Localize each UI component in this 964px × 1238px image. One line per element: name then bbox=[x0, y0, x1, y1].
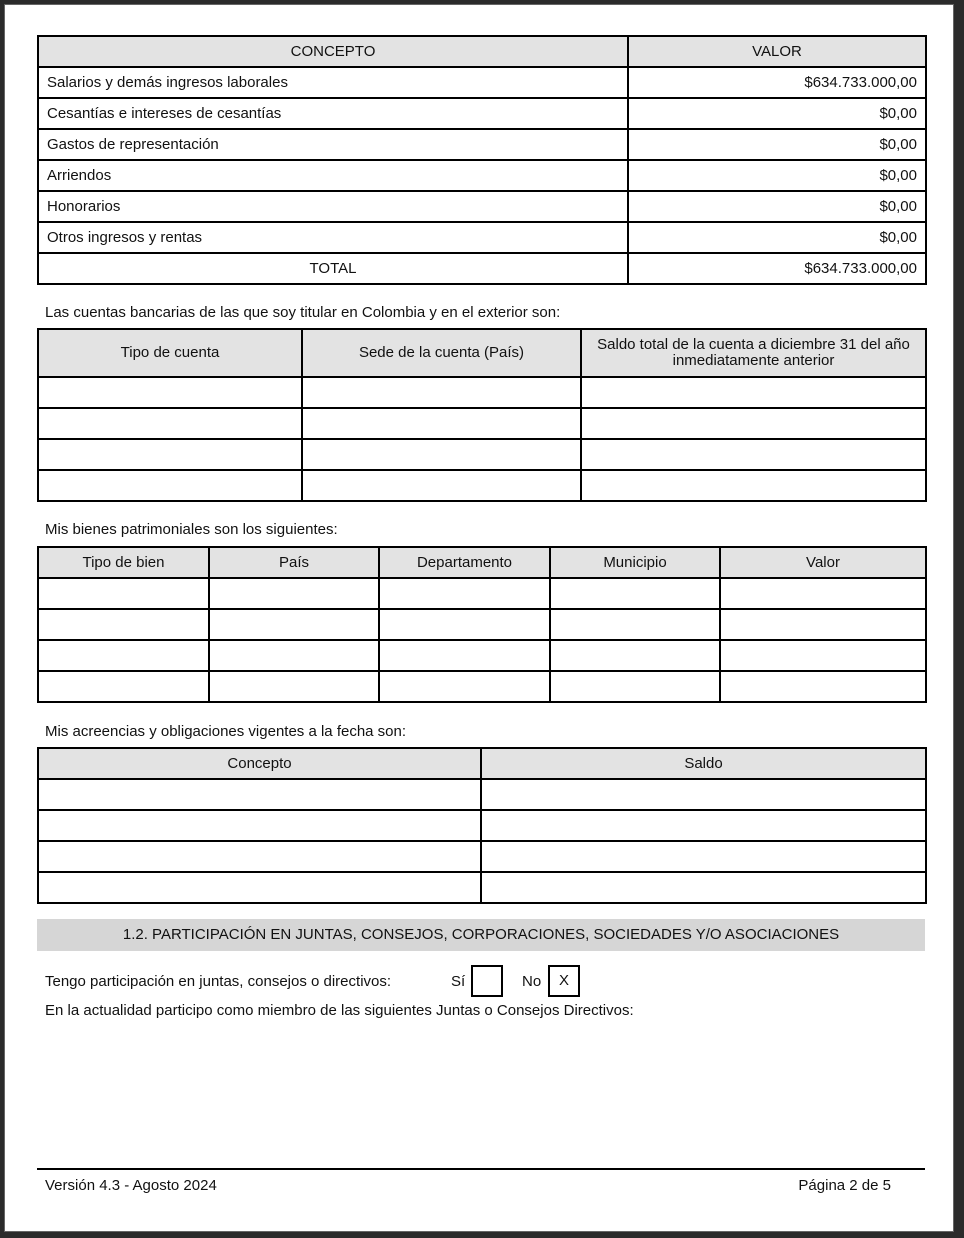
footer-divider bbox=[37, 1168, 925, 1170]
empty-cell bbox=[38, 578, 209, 609]
empty-cell bbox=[209, 640, 379, 671]
table-row bbox=[38, 160, 926, 191]
section-title-participacion: 1.2. PARTICIPACIÓN EN JUNTAS, CONSEJOS, CORPORACIONES, SOCIEDADES Y/O ASOCIACIONES bbox=[37, 919, 925, 951]
empty-cell bbox=[302, 377, 581, 408]
column-header-valor: VALOR bbox=[628, 36, 926, 67]
empty-cell bbox=[550, 640, 720, 671]
table-row bbox=[38, 129, 926, 160]
empty-cell bbox=[720, 671, 926, 702]
empty-cell bbox=[38, 377, 302, 408]
column-header-municipio: Municipio bbox=[550, 547, 720, 578]
empty-cell bbox=[481, 872, 926, 903]
empty-cell bbox=[38, 408, 302, 439]
si-label: Sí bbox=[451, 973, 466, 990]
table-row bbox=[38, 191, 926, 222]
membership-text: En la actualidad participo como miembro de las siguientes Juntas o Consejos Directivos: bbox=[45, 1002, 634, 1019]
empty-cell bbox=[379, 640, 550, 671]
empty-cell bbox=[550, 609, 720, 640]
document-page bbox=[4, 4, 954, 1232]
empty-cell bbox=[302, 439, 581, 470]
table-row bbox=[38, 872, 926, 903]
valor-cell: $0,00 bbox=[628, 191, 926, 222]
participation-question: Tengo participación en juntas, consejos o directivos: bbox=[45, 973, 392, 990]
table-header-row bbox=[38, 36, 926, 67]
table-row bbox=[38, 377, 926, 408]
empty-cell bbox=[209, 609, 379, 640]
empty-cell bbox=[379, 578, 550, 609]
table-row bbox=[38, 841, 926, 872]
column-header-departamento: Departamento bbox=[379, 547, 550, 578]
obligations-table bbox=[37, 747, 927, 904]
si-checkbox[interactable] bbox=[471, 965, 503, 997]
valor-cell: $0,00 bbox=[628, 160, 926, 191]
valor-cell: $634.733.000,00 bbox=[628, 67, 926, 98]
empty-cell bbox=[38, 671, 209, 702]
empty-cell bbox=[209, 671, 379, 702]
concepto-cell: Otros ingresos y rentas bbox=[38, 222, 628, 253]
column-header-sede-cuenta: Sede de la cuenta (País) bbox=[302, 329, 581, 377]
empty-cell bbox=[481, 810, 926, 841]
empty-cell bbox=[38, 470, 302, 501]
table-row bbox=[38, 640, 926, 671]
empty-cell bbox=[38, 609, 209, 640]
table-header-row bbox=[38, 748, 926, 779]
empty-cell bbox=[581, 470, 926, 501]
empty-cell bbox=[581, 377, 926, 408]
empty-cell bbox=[720, 609, 926, 640]
valor-cell: $0,00 bbox=[628, 129, 926, 160]
column-header-concepto: CONCEPTO bbox=[38, 36, 628, 67]
column-header-valor: Valor bbox=[720, 547, 926, 578]
empty-cell bbox=[379, 671, 550, 702]
table-row bbox=[38, 810, 926, 841]
empty-cell bbox=[38, 779, 481, 810]
total-value: $634.733.000,00 bbox=[628, 253, 926, 284]
table-row bbox=[38, 408, 926, 439]
column-header-saldo: Saldo bbox=[481, 748, 926, 779]
empty-cell bbox=[209, 578, 379, 609]
obligations-intro: Mis acreencias y obligaciones vigentes a la fecha son: bbox=[45, 723, 407, 740]
table-row bbox=[38, 222, 926, 253]
total-row bbox=[38, 253, 926, 284]
total-label: TOTAL bbox=[38, 253, 628, 284]
empty-cell bbox=[550, 671, 720, 702]
table-row bbox=[38, 470, 926, 501]
table-row bbox=[38, 609, 926, 640]
empty-cell bbox=[38, 810, 481, 841]
table-row bbox=[38, 439, 926, 470]
concepto-cell: Salarios y demás ingresos laborales bbox=[38, 67, 628, 98]
empty-cell bbox=[720, 578, 926, 609]
concepto-cell: Gastos de representación bbox=[38, 129, 628, 160]
assets-table bbox=[37, 546, 927, 703]
empty-cell bbox=[581, 439, 926, 470]
empty-cell bbox=[302, 470, 581, 501]
empty-cell bbox=[550, 578, 720, 609]
empty-cell bbox=[38, 439, 302, 470]
table-row bbox=[38, 67, 926, 98]
column-header-saldo-total: Saldo total de la cuenta a diciembre 31 del año inmediatamente anterior bbox=[581, 329, 926, 377]
empty-cell bbox=[481, 841, 926, 872]
income-table bbox=[37, 35, 927, 285]
empty-cell bbox=[38, 841, 481, 872]
empty-cell bbox=[581, 408, 926, 439]
empty-cell bbox=[38, 640, 209, 671]
concepto-cell: Cesantías e intereses de cesantías bbox=[38, 98, 628, 129]
no-checkbox[interactable]: X bbox=[548, 965, 580, 997]
assets-intro: Mis bienes patrimoniales son los siguientes: bbox=[45, 521, 338, 538]
column-header-pais: País bbox=[209, 547, 379, 578]
empty-cell bbox=[481, 779, 926, 810]
bank-accounts-intro: Las cuentas bancarias de las que soy titular en Colombia y en el exterior son: bbox=[45, 304, 561, 321]
no-label: No bbox=[522, 973, 542, 990]
empty-cell bbox=[38, 872, 481, 903]
table-row bbox=[38, 671, 926, 702]
table-row bbox=[38, 779, 926, 810]
bank-accounts-table bbox=[37, 328, 927, 502]
column-header-tipo-cuenta: Tipo de cuenta bbox=[38, 329, 302, 377]
table-row bbox=[38, 578, 926, 609]
concepto-cell: Honorarios bbox=[38, 191, 628, 222]
table-header-row bbox=[38, 547, 926, 578]
valor-cell: $0,00 bbox=[628, 222, 926, 253]
table-row bbox=[38, 98, 926, 129]
valor-cell: $0,00 bbox=[628, 98, 926, 129]
concepto-cell: Arriendos bbox=[38, 160, 628, 191]
column-header-concepto: Concepto bbox=[38, 748, 481, 779]
empty-cell bbox=[302, 408, 581, 439]
column-header-tipo-bien: Tipo de bien bbox=[38, 547, 209, 578]
table-header-row bbox=[38, 329, 926, 377]
empty-cell bbox=[379, 609, 550, 640]
footer-page-number: Página 2 de 5 bbox=[798, 1177, 891, 1194]
footer-version: Versión 4.3 - Agosto 2024 bbox=[45, 1177, 217, 1194]
empty-cell bbox=[720, 640, 926, 671]
